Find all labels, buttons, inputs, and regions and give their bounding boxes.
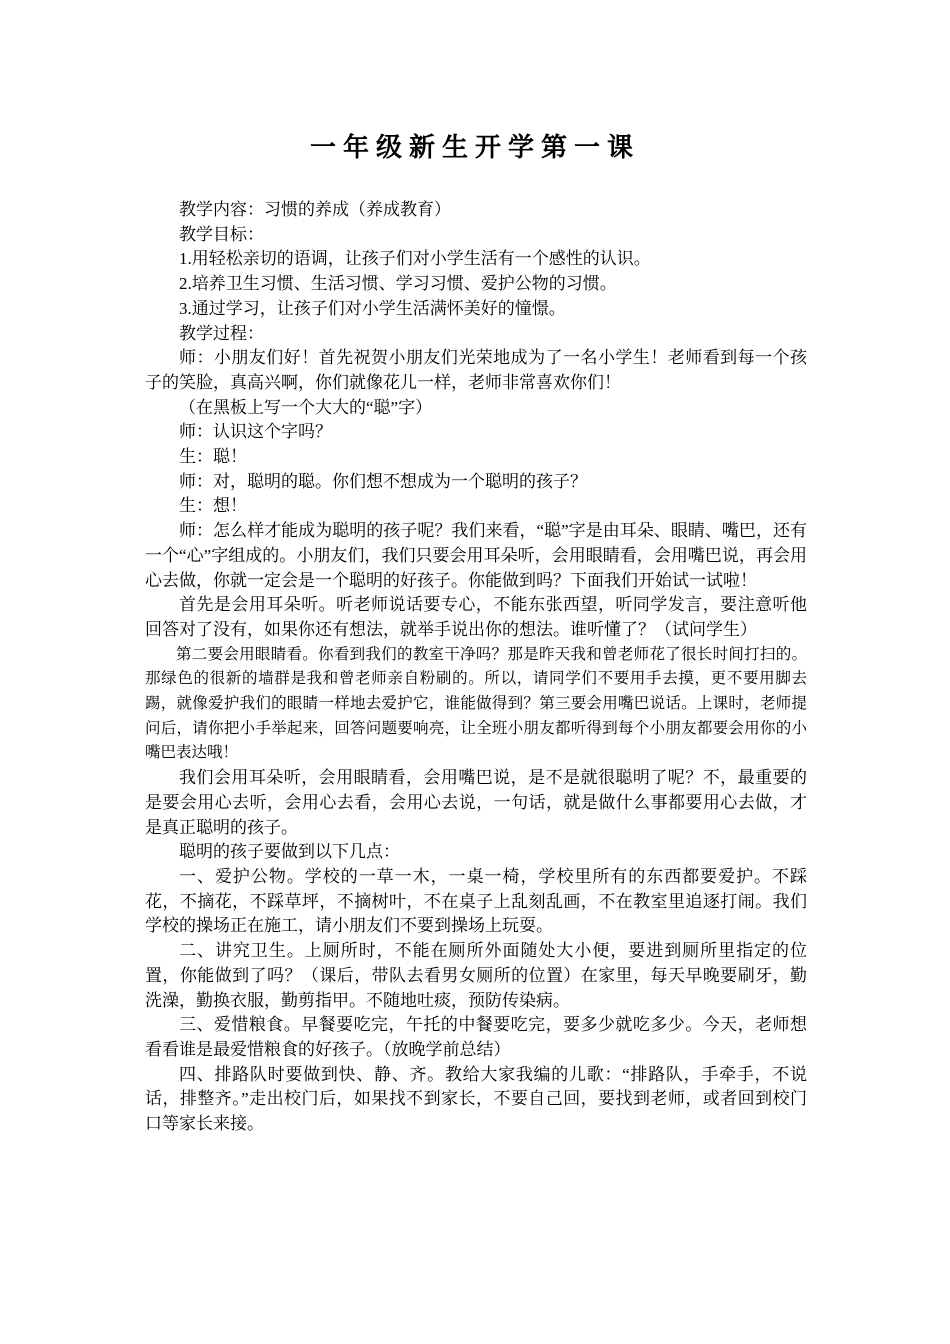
document-body	[145, 198, 807, 1137]
goal-item-3: 3.通过学习，让孩子们对小学生活满怀美好的憧憬。	[179, 298, 566, 318]
paragraph: 聪明的孩子要做到以下几点：	[179, 842, 400, 862]
paragraph: 生：聪！	[179, 447, 247, 467]
paragraph: 师：认识这个字吗？	[179, 422, 332, 442]
paragraph: 三、爱惜粮食。早餐要吃完，午托的中餐要吃完，要多少就吃多少。今天，老师想看看谁是最爱惜粮食的好孩子。（放晚学前总结）	[145, 1015, 807, 1059]
teaching-content: 教学内容：习惯的养成（养成教育）	[179, 200, 451, 219]
paragraph: 首先是会用耳朵听。听老师说话要专心，不能东张西望，听同学发言，要注意听他回答对了没有，如果你还有想法，就举手说出你的想法。谁听懂了？（试问学生）	[145, 595, 807, 639]
teaching-process-heading: 教学过程：	[179, 323, 264, 343]
paragraph: （在黑板上写一个大大的“聪”字）	[179, 397, 433, 417]
paragraph: 我们会用耳朵听，会用眼睛看，会用嘴巴说，是不是就很聪明了呢？不，最重要的是要会用心去听，会用心去看，会用心去说，一句话，就是做什么事都要用心去做，才是真正聪明的孩子。	[145, 768, 807, 837]
goal-item-1: 1.用轻松亲切的语调，让孩子们对小学生活有一个感性的认识。	[179, 249, 651, 269]
paragraph: 一、爱护公物。学校的一草一木，一桌一椅，学校里所有的东西都要爱护。不踩花，不摘花，不踩草坪，不摘树叶，不在桌子上乱刻乱画，不在教室里追逐打闹。我们学校的操场正在施工，请小朋友们不要到操场上玩耍。	[145, 866, 807, 936]
paragraph: 师：小朋友们好！首先祝贺小朋友们光荣地成为了一名小学生！老师看到每一个孩子的笑脸，真高兴啊，你们就像花儿一样，老师非常喜欢你们！	[145, 348, 807, 392]
paragraph: 师：对，聪明的聪。你们想不想成为一个聪明的孩子？	[179, 471, 587, 491]
paragraph: 第二要会用眼睛看。你看到我们的教室干净吗？那是昨天我和曾老师花了很长时间打扫的。那绿色的很新的墙群是我和曾老师亲自粉刷的。所以，请同学们不要用手去摸，更不要用脚去踢，就像爱护我们的眼睛一样地去爱护它，谁能做得到？第三要会用嘴巴说话。上课时，老师提问后，请你把小手举起来，回答问题要响亮，让全班小朋友都听得到每个小朋友都要会用你的小嘴巴表达哦！	[145, 645, 807, 762]
paragraph: 二、讲究卫生。上厕所时，不能在厕所外面随处大小便，要进到厕所里指定的位置，你能做到了吗？（课后，带队去看男女厕所的位置）在家里，每天早晚要刷牙，勤洗澡，勤换衣服，勤剪指甲。不随地吐痰，预防传染病。	[145, 941, 807, 1010]
paragraph: 师：怎么样才能成为聪明的孩子呢？我们来看，“聪”字是由耳朵、眼睛、嘴巴，还有一个“心”字组成的。小朋友们，我们只要会用耳朵听，会用眼睛看，会用嘴巴说，再会用心去做，你就一定会是一个聪明的好孩子。你能做到吗？下面我们开始试一试啦！	[145, 521, 807, 590]
teaching-goals-heading: 教学目标：	[179, 224, 264, 244]
paragraph: 四、排路队时要做到快、静、齐。教给大家我编的儿歌：“排路队，手牵手，不说话，排整齐。”走出校门后，如果找不到家长，不要自己回，要找到老师，或者回到校门口等家长来接。	[145, 1064, 807, 1134]
paragraph: 生：想！	[179, 496, 247, 516]
goal-item-2: 2.培养卫生习惯、生活习惯、学习习惯、爱护公物的习惯。	[179, 274, 617, 294]
document-title: 一年级新生开学第一课	[309, 133, 640, 163]
